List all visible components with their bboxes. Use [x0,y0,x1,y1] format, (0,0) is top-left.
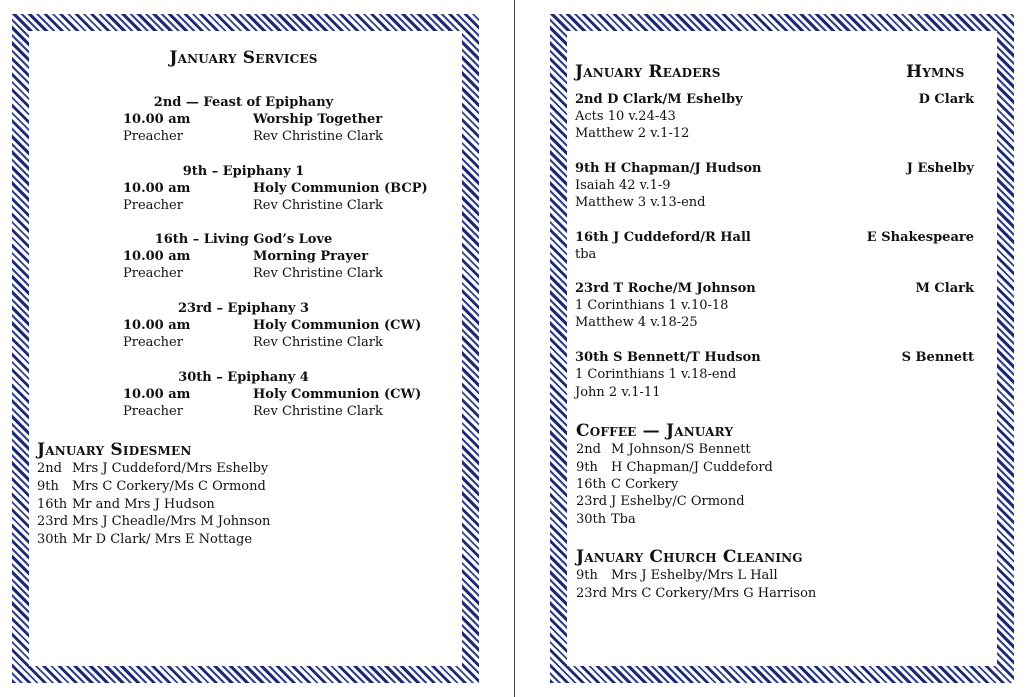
preacher-name: Rev Christine Clark [253,198,383,213]
preacher-name: Rev Christine Clark [253,266,383,281]
reading: Matthew 4 v.18-25 [575,315,698,330]
service-title: 2nd — Feast of Epiphany [153,95,334,110]
cleaning-names: Mrs J Eshelby/Mrs L Hall [611,568,778,583]
service-time: 10.00 am [123,249,191,264]
preacher-label: Preacher [123,129,183,144]
decorative-border [12,14,479,683]
reader-names: 16th J Cuddeford/R Hall [575,230,751,245]
coffee-names: H Chapman/J Cuddeford [611,460,773,475]
service-time: 10.00 am [123,112,191,127]
service-title: 16th – Living God’s Love [154,232,333,247]
hymn-chooser: D Clark [918,92,974,107]
sidesmen-date: 30th [37,532,68,547]
preacher-name: Rev Christine Clark [253,129,383,144]
coffee-date: 30th [576,512,607,527]
service-name: Holy Communion (CW) [253,318,422,333]
coffee-row [576,460,773,475]
coffee-date: 23rd [576,494,608,509]
cleaning-names: Mrs C Corkery/Mrs G Harrison [611,586,817,601]
preacher-label: Preacher [123,335,183,350]
service-time: 10.00 am [123,387,191,402]
reader-names: 30th S Bennett/T Hudson [575,350,761,365]
sidesmen-row [37,514,270,529]
cleaning-heading: January Church Cleaning [576,547,803,567]
service-name: Holy Communion (CW) [253,387,422,402]
cleaning-row [576,586,816,601]
hymn-chooser: J Eshelby [906,161,974,176]
hymn-chooser: E Shakespeare [866,230,974,245]
coffee-date: 16th [576,477,607,492]
sidesmen-date: 23rd [37,514,69,529]
service-title: 23rd – Epiphany 3 [177,301,310,316]
reading: 1 Corinthians 1 v.18-end [575,367,737,382]
reader-names: 2nd D Clark/M Eshelby [575,92,743,107]
sidesmen-names: Mr D Clark/ Mrs E Nottage [72,532,253,547]
service-time: 10.00 am [123,181,191,196]
preacher-name: Rev Christine Clark [253,404,383,419]
coffee-row [576,477,678,492]
service-name: Holy Communion (BCP) [253,181,428,196]
hymns-heading: Hymns [906,62,965,82]
cleaning-date: 23rd [576,586,608,601]
page-divider [514,0,515,697]
coffee-date: 9th [576,460,598,475]
coffee-names: Tba [611,512,636,527]
sidesmen-date: 9th [37,479,59,494]
hymn-chooser: M Clark [915,281,974,296]
reading: Acts 10 v.24-43 [575,109,676,124]
reading: Matthew 2 v.1-12 [575,126,690,141]
reading: tba [575,247,597,262]
coffee-names: C Corkery [611,477,679,492]
sidesmen-row [37,532,252,547]
service-name: Worship Together [253,112,383,127]
readers-heading: January Readers [575,62,721,82]
preacher-label: Preacher [123,266,183,281]
service-name: Morning Prayer [253,249,369,264]
sidesmen-date: 16th [37,497,68,512]
sidesmen-row [37,497,215,512]
coffee-row [576,442,751,457]
coffee-names: J Eshelby/C Ormond [611,494,745,509]
reader-names: 23rd T Roche/M Johnson [575,281,756,296]
preacher-name: Rev Christine Clark [253,335,383,350]
sidesmen-heading: January Sidesmen [37,440,192,460]
sidesmen-names: Mrs J Cheadle/Mrs M Johnson [72,514,271,529]
sidesmen-row [37,461,268,476]
coffee-heading: Coffee — January [576,421,734,441]
cleaning-row [576,568,778,583]
service-title: 30th – Epiphany 4 [178,370,309,385]
coffee-names: M Johnson/S Bennett [611,442,751,457]
preacher-label: Preacher [123,404,183,419]
sidesmen-names: Mrs C Corkery/Ms C Ormond [72,479,266,494]
hymn-chooser: S Bennett [901,350,974,365]
sidesmen-names: Mrs J Cuddeford/Mrs Eshelby [72,461,269,476]
reading: Matthew 3 v.13-end [575,195,706,210]
coffee-row [576,512,636,527]
preacher-label: Preacher [123,198,183,213]
reading: John 2 v.1-11 [575,385,661,400]
reading: Isaiah 42 v.1-9 [575,178,671,193]
coffee-date: 2nd [576,442,601,457]
sidesmen-row [37,479,266,494]
reading: 1 Corinthians 1 v.10-18 [575,298,729,313]
services-heading: January Services [169,48,318,68]
cleaning-date: 9th [576,568,598,583]
coffee-row [576,494,745,509]
sidesmen-names: Mr and Mrs J Hudson [72,497,215,512]
service-time: 10.00 am [123,318,191,333]
service-title: 9th – Epiphany 1 [182,164,305,179]
left-page [0,0,514,697]
sidesmen-date: 2nd [37,461,62,476]
reader-names: 9th H Chapman/J Hudson [575,161,762,176]
